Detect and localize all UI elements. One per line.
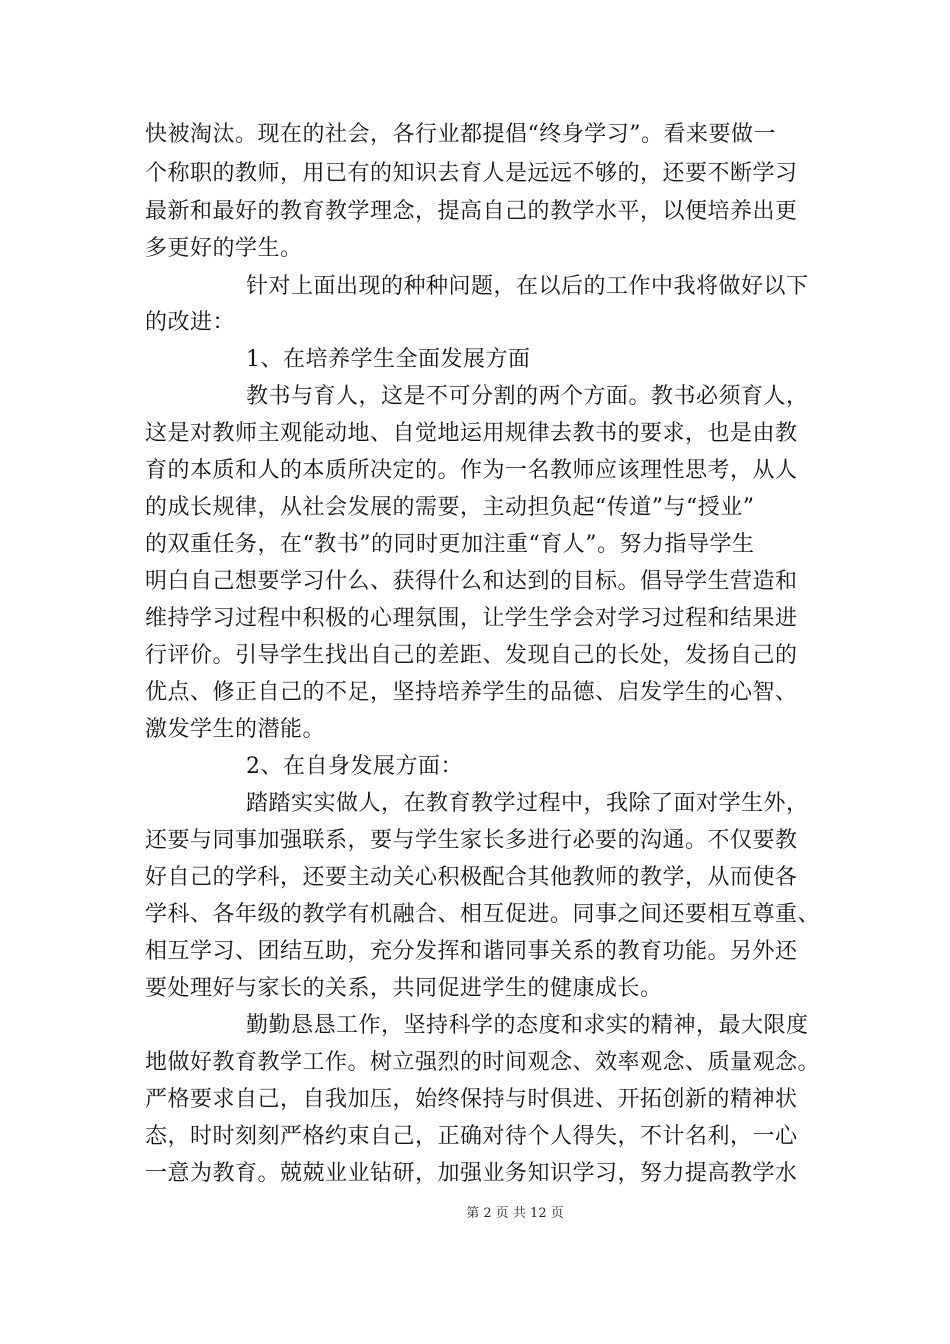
- text-line: 针对上面出现的种种问题，在以后的工作中我将做好以下: [246, 274, 809, 299]
- text-line: 要处理好与家长的关系，共同促进学生的健康成长。: [145, 976, 663, 1001]
- text-line: 的成长规律，从社会发展的需要，主动担负起“传道”与“授业”: [145, 495, 755, 520]
- text-line: 个称职的教师，用已有的知识去育人是远远不够的，还要不断学习: [145, 161, 798, 186]
- text-line: 的双重任务，在“教书”的同时更加注重“育人”。努力指导学生: [145, 532, 755, 557]
- text-line: 明白自己想要学习什么、获得什么和达到的目标。倡导学生营造和: [145, 569, 798, 594]
- text-line: 还要与同事加强联系，要与学生家长多进行必要的沟通。不仅要教: [145, 828, 798, 853]
- text-line: 相互学习、团结互助，充分发挥和谐同事关系的教育功能。另外还: [145, 939, 798, 964]
- text-line: 快被淘汰。现在的社会，各行业都提倡“终身学习”。看来要做一: [145, 122, 776, 147]
- text-line: 育的本质和人的本质所决定的。作为一名教师应该理性思考，从人: [145, 458, 798, 483]
- text-line: 踏踏实实做人，在教育教学过程中，我除了面对学生外，: [246, 791, 809, 816]
- text-line: 一意为教育。兢兢业业钻研，加强业务知识学习，努力提高教学水: [145, 1161, 798, 1186]
- text-line: 优点、修正自己的不足，坚持培养学生的品德、启发学生的心智、: [145, 680, 798, 705]
- text-line: 地做好教育教学工作。树立强烈的时间观念、效率观念、质量观念。: [145, 1050, 821, 1075]
- text-line: 维持学习过程中积极的心理氛围，让学生学会对学习过程和结果进: [145, 606, 798, 631]
- text-line: 激发学生的潜能。: [145, 717, 326, 742]
- text-line: 勤勤恳恳工作，坚持科学的态度和求实的精神，最大限度: [246, 1013, 809, 1038]
- section-heading: 1、在培养学生全面发展方面: [246, 347, 531, 372]
- page-number-footer: 第 2 页 共 12 页: [466, 1206, 564, 1221]
- text-line: 态，时时刻刻严格约束自己，正确对待个人得失，不计名利，一心: [145, 1124, 798, 1149]
- text-line: 好自己的学科，还要主动关心积极配合其他教师的教学，从而使各: [145, 865, 798, 890]
- text-line: 学科、各年级的教学有机融合、相互促进。同事之间还要相互尊重、: [145, 902, 821, 927]
- text-line: 行评价。引导学生找出自己的差距、发现自己的长处，发扬自己的: [145, 643, 798, 668]
- text-line: 这是对教师主观能动地、自觉地运用规律去教书的要求，也是由教: [145, 421, 798, 446]
- text-line: 的改进：: [145, 310, 236, 335]
- text-line: 多更好的学生。: [145, 236, 303, 261]
- section-heading: 2、在自身发展方面：: [246, 754, 463, 779]
- text-line: 教书与育人，这是不可分割的两个方面。教书必须育人，: [246, 384, 809, 409]
- text-line: 最新和最好的教育教学理念，提高自己的教学水平，以便培养出更: [145, 199, 798, 224]
- text-line: 严格要求自己，自我加压，始终保持与时俱进、开拓创新的精神状: [145, 1087, 798, 1112]
